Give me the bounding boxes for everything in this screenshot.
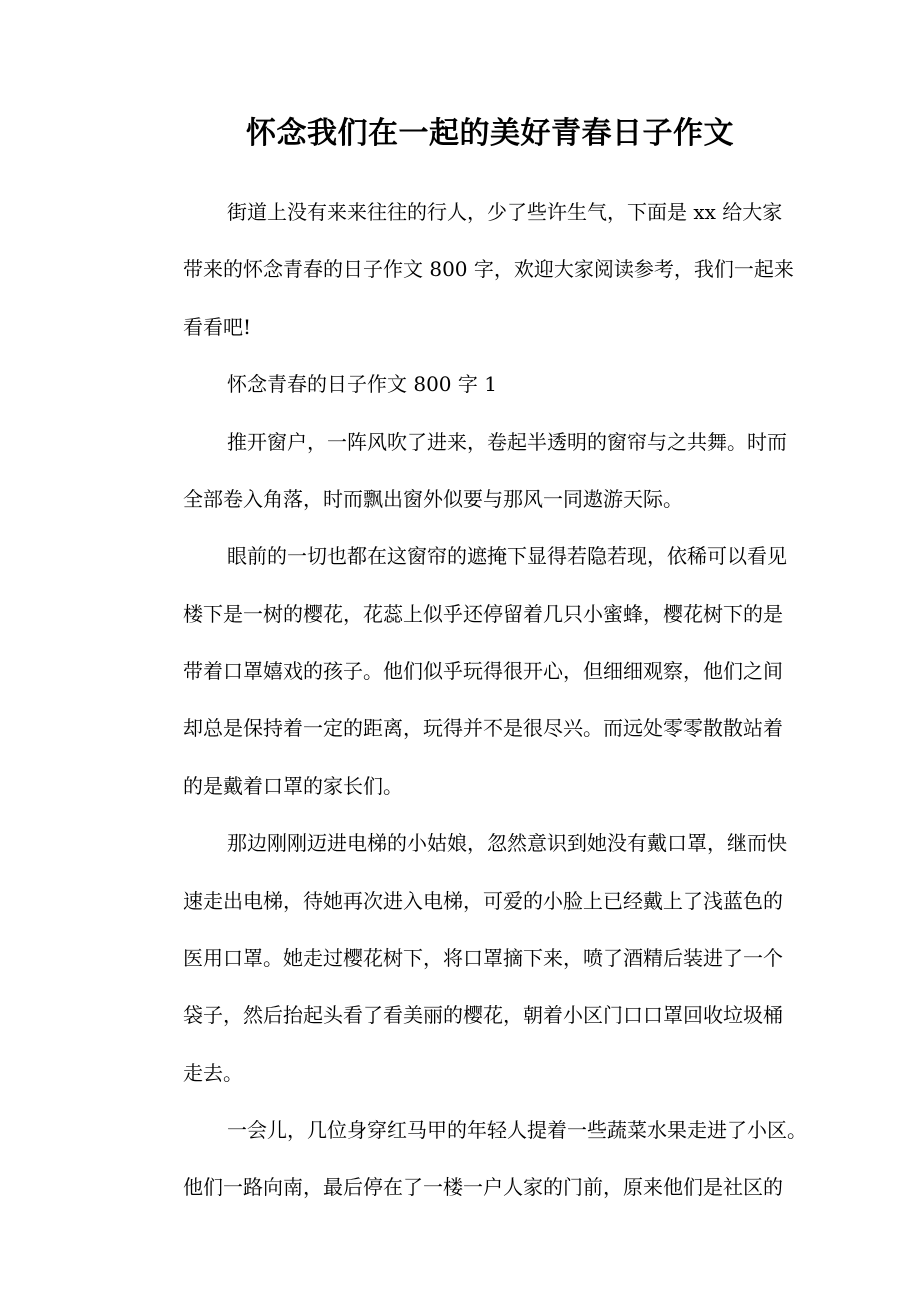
paragraph-cherry-blossom	[139, 538, 785, 804]
paragraph-intro	[139, 194, 794, 345]
text-line: 袋子，然后抬起头看了看美丽的樱花，朝着小区门口口罩回收垃圾桶	[183, 1003, 783, 1028]
text-line: 怀念青春的日子作文 800 字 1	[227, 372, 497, 397]
text-line: 却总是保持着一定的距离，玩得并不是很尽兴。而远处零零散散站着	[183, 716, 783, 741]
text-line: 推开窗户，一阵风吹了进来，卷起半透明的窗帘与之共舞。时而	[227, 429, 787, 454]
text-line: 眼前的一切也都在这窗帘的遮掩下显得若隐若现，依稀可以看见	[227, 544, 787, 569]
paragraph-window	[139, 424, 785, 518]
text-line: 走去。	[183, 1060, 243, 1085]
document-title: 怀念我们在一起的美好青春日子作文	[246, 116, 734, 151]
text-line: 全部卷入角落，时而飘出窗外似要与那风一同遨游天际。	[183, 486, 683, 511]
paragraph-volunteers	[139, 1112, 807, 1206]
section-heading	[139, 366, 785, 402]
text-line: 的是戴着口罩的家长们。	[183, 773, 403, 798]
text-line: 那边刚刚迈进电梯的小姑娘，忽然意识到她没有戴口罩，继而快	[227, 831, 787, 856]
text-line: 街道上没有来来往往的行人，少了些许生气，下面是 xx 给大家	[227, 200, 783, 224]
text-line: 带来的怀念青春的日子作文 800 字，欢迎大家阅读参考，我们一起来	[183, 257, 794, 282]
text-line: 看看吧!	[183, 314, 252, 339]
text-line: 楼下是一树的樱花，花蕊上似乎还停留着几只小蜜蜂，樱花树下的是	[183, 601, 783, 626]
text-line: 他们一路向南，最后停在了一楼一户人家的门前，原来他们是社区的	[183, 1175, 783, 1200]
document-body	[139, 194, 807, 1227]
text-line: 带着口罩嬉戏的孩子。他们似乎玩得很开心，但细细观察，他们之间	[183, 659, 783, 683]
paragraph-girl	[139, 825, 785, 1091]
text-line: 一会儿，几位身穿红马甲的年轻人提着一些蔬菜水果走进了小区。	[227, 1118, 807, 1142]
text-line: 速走出电梯，待她再次进入电梯，可爱的小脸上已经戴上了浅蓝色的	[183, 888, 783, 913]
text-line: 医用口罩。她走过樱花树下，将口罩摘下来，喷了酒精后装进了一个	[183, 945, 783, 970]
